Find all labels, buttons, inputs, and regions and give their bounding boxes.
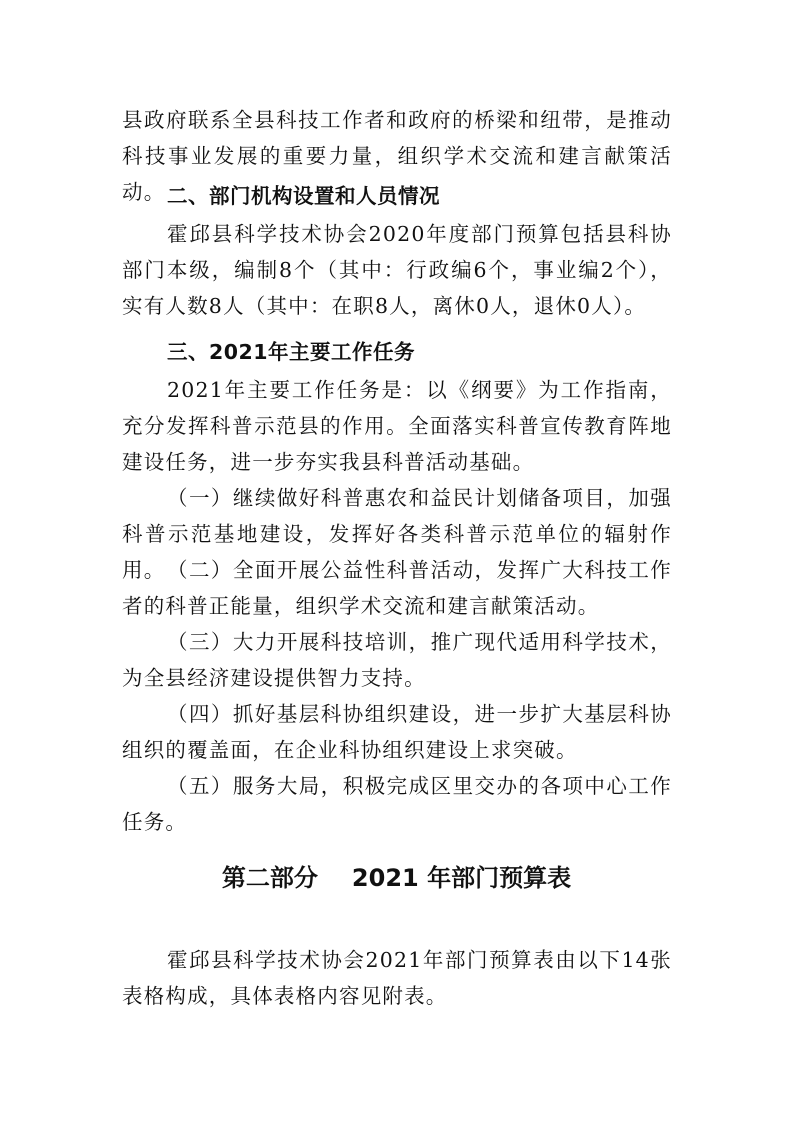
- part-two-label: 第二部分: [221, 864, 318, 892]
- task-item-1: （一）继续做好科普惠农和益民计划储备项目，加强科普示范基地建设，发挥好各类科普示范单位的辐射作用。: [122, 486, 672, 582]
- task-item-4: （四）抓好基层科协组织建设，进一步扩大基层科协组织的覆盖面，在企业科协组织建设上求突破。: [122, 702, 672, 762]
- tasks-intro-paragraph: 2021年主要工作任务是：以《纲要》为工作指南，充分发挥科普示范县的作用。全面落实科普宣传教育阵地建设任务，进一步夯实我县科普活动基础。: [122, 378, 672, 474]
- section-heading-tasks: 三、2021年主要工作任务: [167, 340, 416, 364]
- intro-paragraph: 县政府联系全县科技工作者和政府的桥梁和纽带，是推动科技事业发展的重要力量，组织学术交流和建言献策活动。: [122, 108, 672, 204]
- budget-tables-paragraph: 霍邱县科学技术协会2021年部门预算表由以下14张表格构成，具体表格内容见附表。: [122, 948, 672, 1008]
- part-two-subtitle: 2021 年部门预算表: [351, 864, 572, 892]
- task-item-3: （三）大力开展科技培训，推广现代适用科学技术，为全县经济建设提供智力支持。: [122, 630, 672, 690]
- section-heading-organization: 二、部门机构设置和人员情况: [167, 184, 440, 208]
- task-item-5: （五）服务大局，积极完成区里交办的各项中心工作任务。: [122, 774, 672, 834]
- organization-paragraph: 霍邱县科学技术协会2020年度部门预算包括县科协部门本级，编制8个（其中：行政编6个，事业编2个），实有人数8人（其中：在职8人，离休0人，退休0人）。: [122, 222, 672, 318]
- task-item-2: （二）全面开展公益性科普活动，发挥广大科技工作者的科普正能量，组织学术交流和建言献策活动。: [122, 558, 672, 618]
- part-two-title: [0, 858, 793, 898]
